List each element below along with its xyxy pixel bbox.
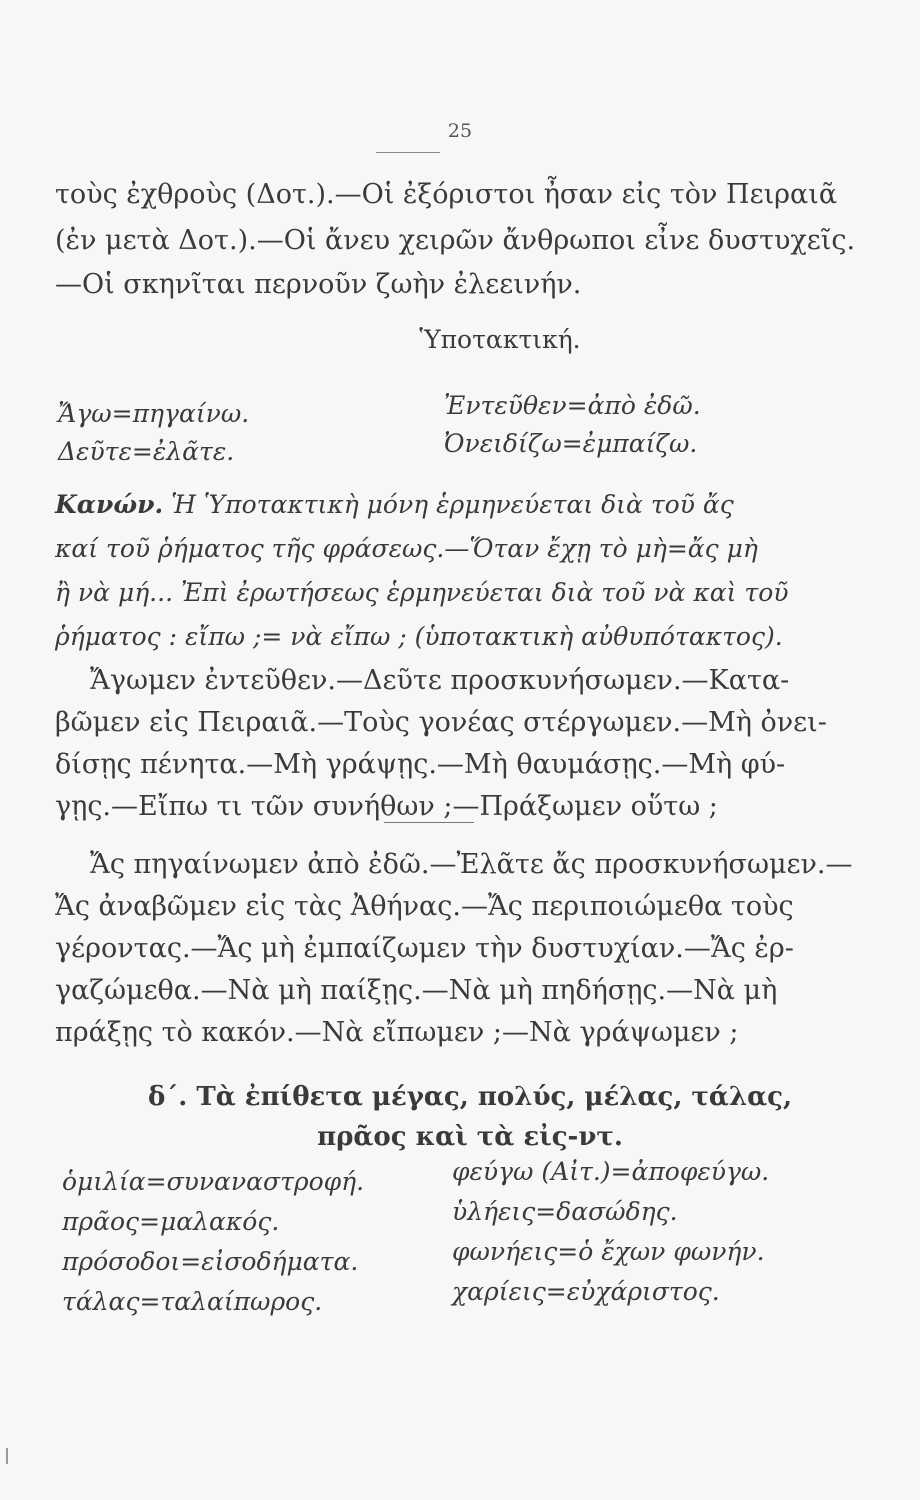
vocab-item: Δεῦτε=ἐλᾶτε. <box>58 437 235 466</box>
subjunctive-heading: Ὑποτακτική. <box>419 325 581 354</box>
section-separator <box>384 822 474 823</box>
vocab-item: χαρίεις=εὐχάριστος. <box>452 1277 720 1306</box>
page-number-rule <box>376 152 440 153</box>
vocab-item: Ἐντεῦθεν=ἀπὸ ἐδῶ. <box>444 391 701 420</box>
rule-line: καί τοῦ ῥήματος τῆς φράσεως.—Ὅταν ἔχῃ τὸ μὴ=ἄς μὴ <box>55 534 758 563</box>
rule-text: Ἡ Ὑποτακτικὴ μόνη ἑρμηνεύεται διὰ τοῦ ἄς <box>171 490 734 519</box>
vocab-item: φωνήεις=ὁ ἔχων φωνήν. <box>452 1237 765 1266</box>
page-number: 25 <box>447 120 473 142</box>
exercise-line: πράξῃς τὸ κακόν.—Νὰ εἴπωμεν ;—Νὰ γράψωμεν ; <box>55 1017 739 1048</box>
vocab-item: ὁμιλία=συναναστροφή. <box>62 1167 365 1196</box>
rule-line: ῥήματος : εἴπω ;= νὰ εἴπω ; (ὑποτακτικὴ αὐθυπότακτος). <box>55 622 783 651</box>
section-title: πρᾶος καὶ τὰ εἰς-ντ. <box>317 1122 623 1152</box>
vocab-item: τάλας=ταλαίπωρος. <box>62 1287 323 1316</box>
exercise-line: γαζώμεθα.—Νὰ μὴ παίξῃς.—Νὰ μὴ πηδήσῃς.—Νὰ μὴ <box>55 975 778 1006</box>
vocab-item: Ὀνειδίζω=ἐμπαίζω. <box>444 429 698 458</box>
exercise-line: γέροντας.—Ἄς μὴ ἐμπαίζωμεν τὴν δυστυχίαν.—Ἄς ἐρ- <box>55 933 794 964</box>
scan-edge-mark <box>6 1448 8 1464</box>
vocab-item: πρόσοδοι=εἰσοδήματα. <box>62 1247 359 1276</box>
vocab-item: Ἄγω=πηγαίνω. <box>58 399 250 428</box>
vocab-item: φεύγω (Αἰτ.)=ἀποφεύγω. <box>452 1157 770 1186</box>
rule-label: Κανών. <box>55 490 164 519</box>
vocab-item: πρᾶος=μαλακός. <box>62 1207 280 1236</box>
rule-line: ἢ νὰ μή... Ἐπὶ ἐρωτήσεως ἑρμηνεύεται διὰ τοῦ νὰ καὶ τοῦ <box>55 578 789 607</box>
exercise-line: Ἄγωμεν ἐντεῦθεν.—Δεῦτε προσκυνήσωμεν.—Κατα- <box>90 665 790 696</box>
exercise-line: βῶμεν εἰς Πειραιᾶ.—Τοὺς γονέας στέργωμεν.—Μὴ ὀνει- <box>55 707 827 738</box>
intro-line: (ἐν μετὰ Δοτ.).—Οἱ ἄνευ χειρῶν ἄνθρωποι εἶνε δυστυχεῖς. <box>55 225 856 256</box>
exercise-line: Ἄς πηγαίνωμεν ἀπὸ ἐδῶ.—Ἐλᾶτε ἄς προσκυνήσωμεν.— <box>90 849 853 880</box>
exercise-line: Ἄς ἀναβῶμεν εἰς τὰς Ἀθήνας.—Ἄς περιποιώμεθα τοὺς <box>55 891 794 922</box>
intro-line: τοὺς ἐχθροὺς (Δοτ.).—Οἱ ἐξόριστοι ἦσαν εἰς τὸν Πειραιᾶ <box>55 179 838 210</box>
exercise-line: δίσῃς πένητα.—Μὴ γράψῃς.—Μὴ θαυμάσῃς.—Μὴ φύ- <box>55 749 786 780</box>
exercise-line: γῃς.—Εἴπω τι τῶν συνήθων ;—Πράξωμεν οὕτω ; <box>55 791 718 822</box>
rule-line <box>55 488 855 522</box>
section-title: δ΄. Τὰ ἐπίθετα μέγας, πολύς, μέλας, τάλας, <box>147 1082 793 1112</box>
intro-line: —Οἱ σκηνῖται περνοῦν ζωὴν ἐλεεινήν. <box>55 269 582 300</box>
vocab-item: ὑλήεις=δασώδης. <box>452 1197 678 1226</box>
